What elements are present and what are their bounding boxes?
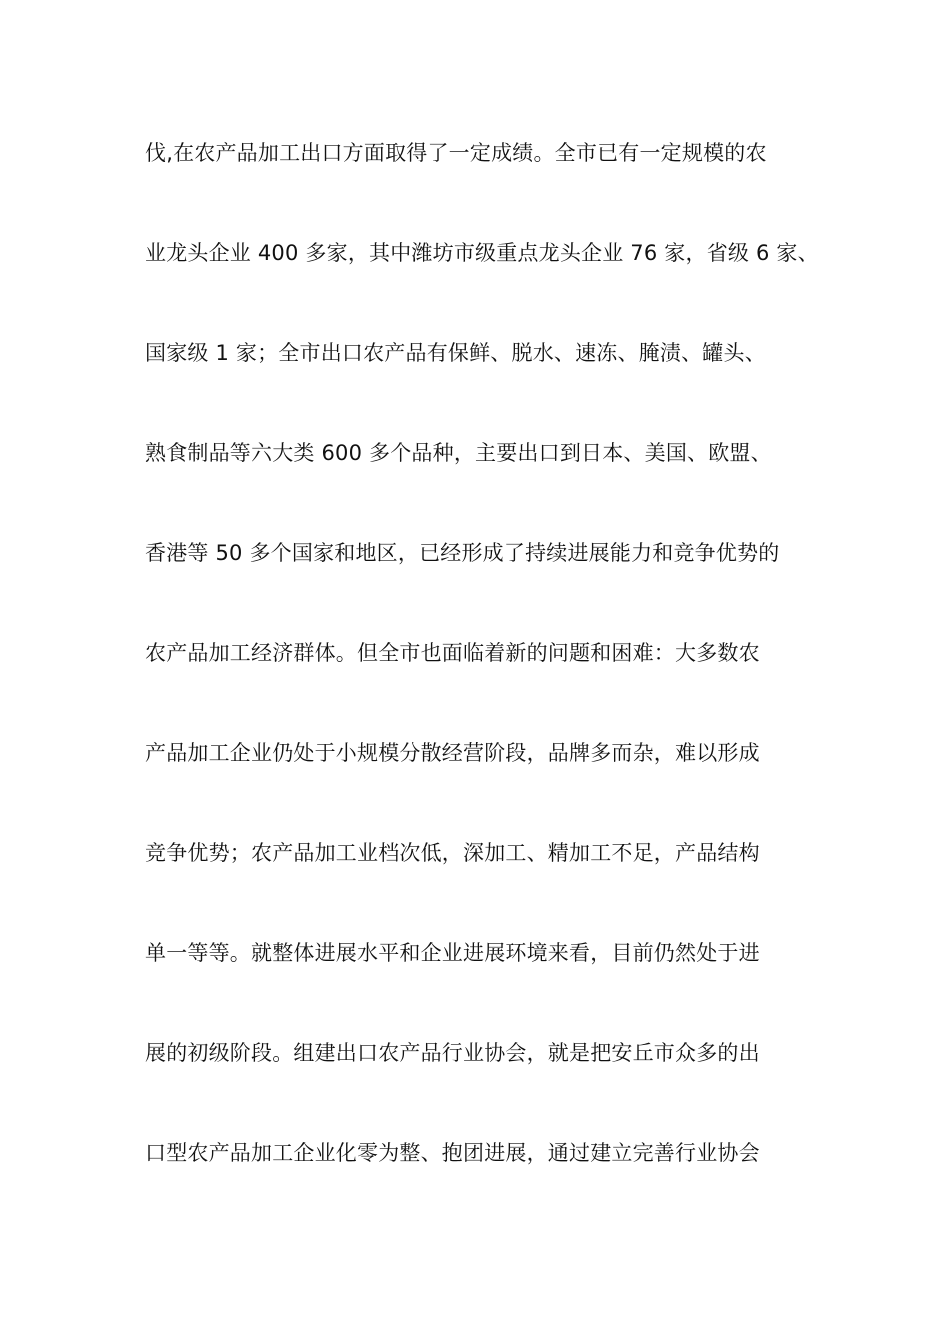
text-line-6: 农产品加工经济群体。但全市也面临着新的问题和困难：大多数农 <box>145 641 760 665</box>
text-line-2: 业龙头企业 400 多家，其中潍坊市级重点龙头企业 76 家，省级 6 家、 <box>145 241 819 265</box>
text-line-7: 产品加工企业仍处于小规模分散经营阶段，品牌多而杂，难以形成 <box>145 741 760 765</box>
body-text <box>145 126 845 1226</box>
text-line-4: 熟食制品等六大类 600 多个品种，主要出口到日本、美国、欧盟、 <box>145 441 772 465</box>
text-line-10: 展的初级阶段。组建出口农产品行业协会，就是把安丘市众多的出 <box>145 1041 760 1065</box>
text-line-5: 香港等 50 多个国家和地区，已经形成了持续进展能力和竞争优势的 <box>145 541 780 565</box>
text-line-8: 竞争优势；农产品加工业档次低，深加工、精加工不足，产品结构 <box>145 841 760 865</box>
text-line-9: 单一等等。就整体进展水平和企业进展环境来看，目前仍然处于进 <box>145 941 760 965</box>
text-line-3: 国家级 1 家；全市出口农产品有保鲜、脱水、速冻、腌渍、罐头、 <box>145 341 766 365</box>
text-line-1: 伐,在农产品加工出口方面取得了一定成绩。全市已有一定规模的农 <box>145 141 767 165</box>
text-line-11: 口型农产品加工企业化零为整、抱团进展，通过建立完善行业协会 <box>145 1141 760 1165</box>
